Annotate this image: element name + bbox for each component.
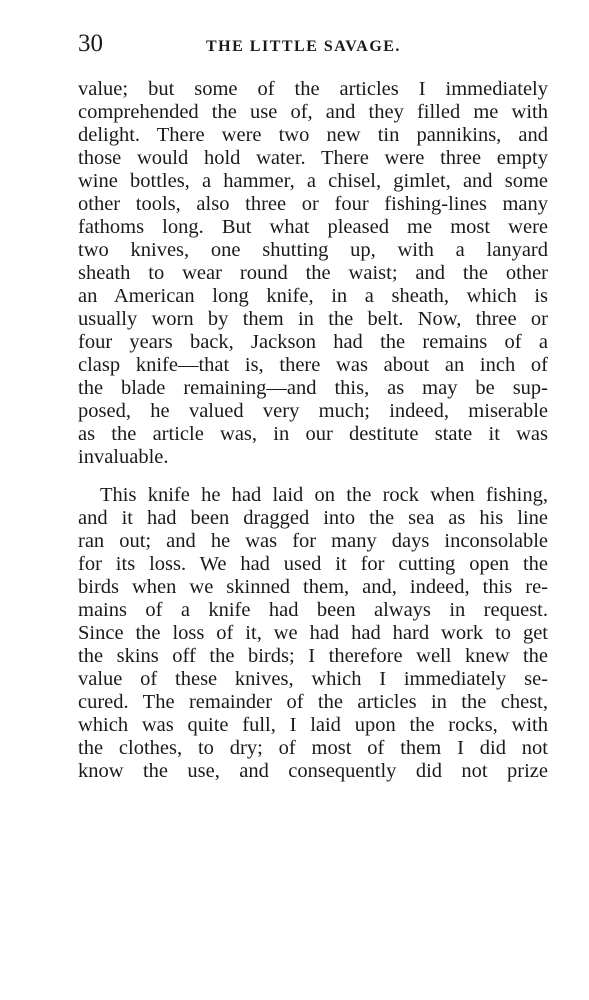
text-line: invaluable. <box>78 446 169 468</box>
running-head: THE LITTLE SAVAGE. <box>206 38 401 55</box>
text-line: the blade remaining—and this, as may be sup- <box>78 377 548 399</box>
page-number: 30 <box>78 30 103 57</box>
text-line: birds when we skinned them, and, indeed, this re- <box>78 575 548 598</box>
paragraph-gap <box>78 469 548 484</box>
text-line: an American long knife, in a sheath, which is <box>78 285 548 307</box>
text-line: other tools, also three or four fishing-lines many <box>78 193 548 215</box>
text-line: and it had been dragged into the sea as his line <box>78 506 548 529</box>
text-line: mains of a knife had been always in request. <box>78 598 548 621</box>
text-line: which was quite full, I laid upon the rocks, with <box>78 713 548 736</box>
text-line: value of these knives, which I immediately se- <box>78 667 548 690</box>
text-line: know the use, and consequently did not prize <box>78 759 548 782</box>
text-line: two knives, one shutting up, with a lanyard <box>78 239 548 261</box>
text-line: four years back, Jackson had the remains of a <box>78 331 548 353</box>
body-text <box>78 78 548 783</box>
text-line: posed, he valued very much; indeed, miserable <box>78 400 548 422</box>
text-line: value; but some of the articles I immediately <box>78 78 548 100</box>
paragraph-1 <box>78 78 548 469</box>
text-line: those would hold water. There were three empty <box>78 147 548 169</box>
text-line: ran out; and he was for many days inconsolable <box>78 529 548 552</box>
text-line: This knife he had laid on the rock when fishing, <box>100 483 548 506</box>
text-line: Since the loss of it, we had had hard work to get <box>78 621 548 644</box>
text-line: comprehended the use of, and they filled me with <box>78 101 548 123</box>
text-line: sheath to wear round the waist; and the other <box>78 262 548 284</box>
text-line: fathoms long. But what pleased me most were <box>78 216 548 238</box>
text-line: as the article was, in our destitute state it was <box>78 423 548 445</box>
text-line: clasp knife—that is, there was about an inch of <box>78 354 548 376</box>
text-line: delight. There were two new tin pannikins, and <box>78 124 548 146</box>
text-line: cured. The remainder of the articles in the chest, <box>78 690 548 713</box>
text-line: wine bottles, a hammer, a chisel, gimlet, and some <box>78 170 548 192</box>
page-header <box>78 30 548 64</box>
paragraph-2 <box>78 484 548 783</box>
text-line: for its loss. We had used it for cutting open the <box>78 552 548 575</box>
text-line: usually worn by them in the belt. Now, three or <box>78 308 548 330</box>
text-line: the clothes, to dry; of most of them I did not <box>78 736 548 759</box>
text-line: the skins off the birds; I therefore well knew the <box>78 644 548 667</box>
